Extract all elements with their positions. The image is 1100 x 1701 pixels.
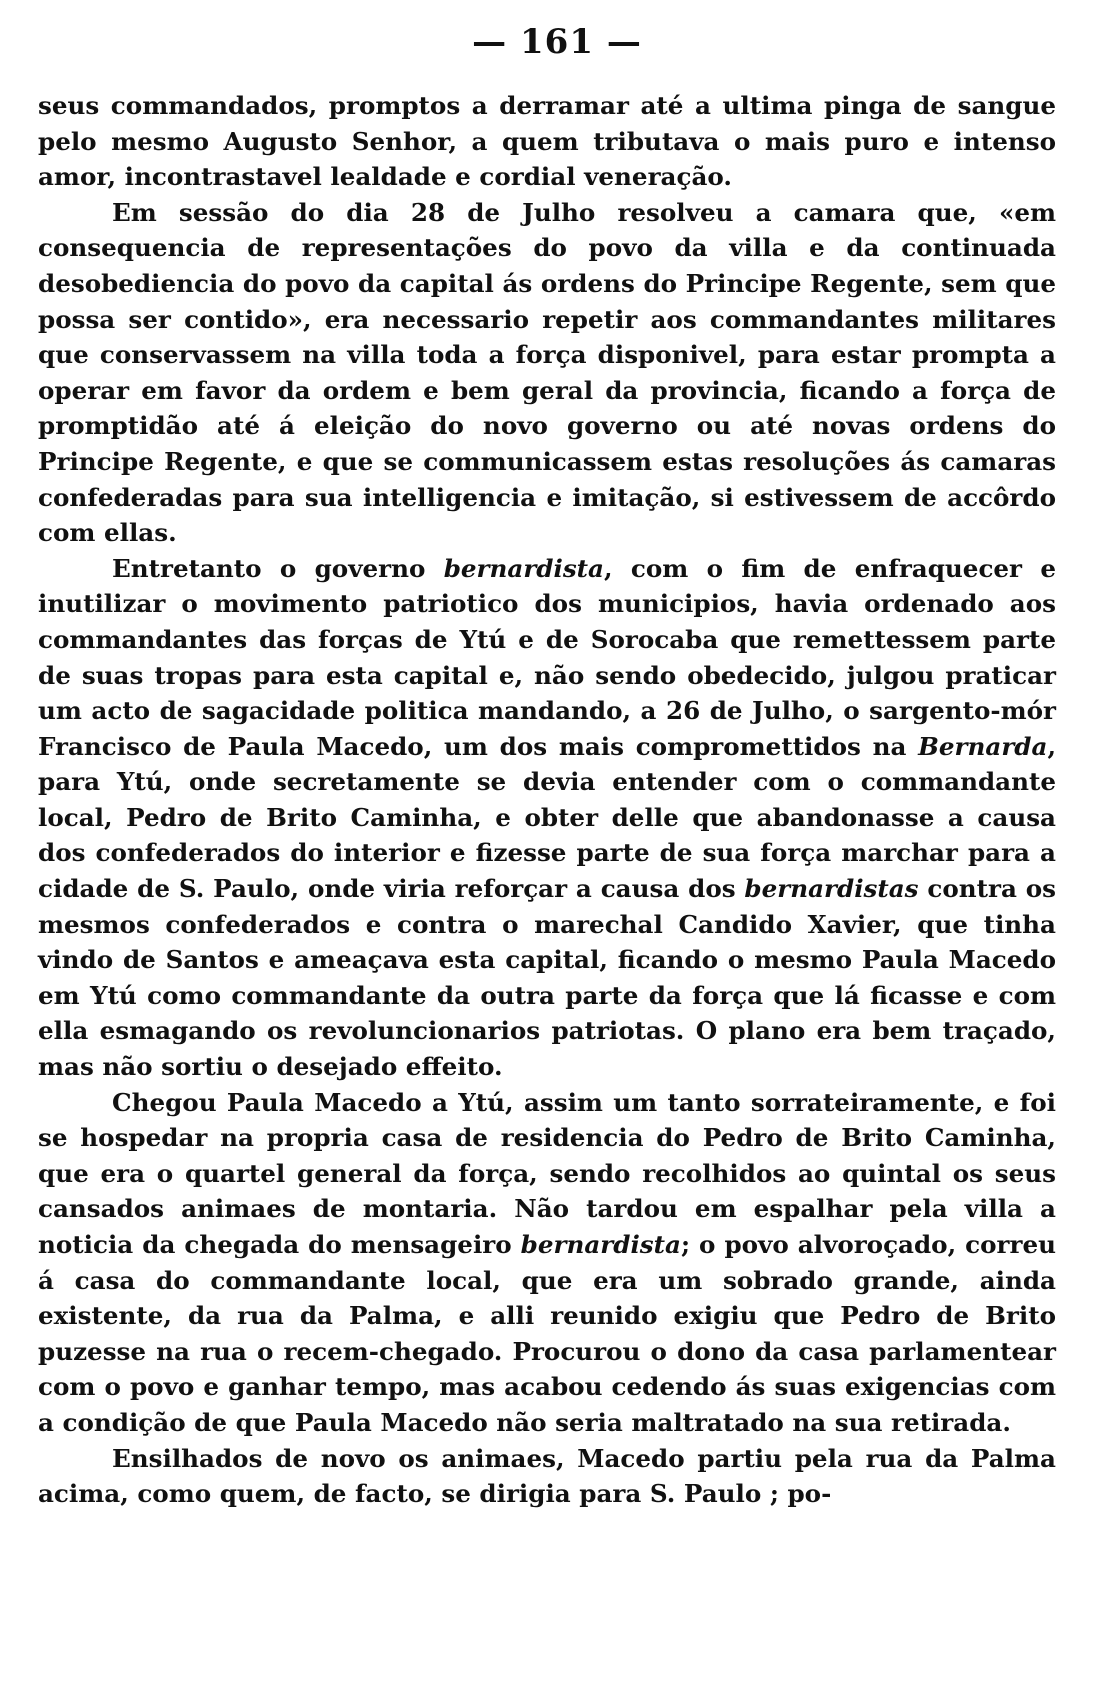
italic-term: bernardista	[520, 1230, 681, 1259]
paragraph-2	[38, 195, 1056, 551]
page-number: — 161 —	[472, 22, 642, 62]
body-text	[38, 88, 1056, 1512]
paragraph-1	[38, 88, 1056, 195]
text-segment: contra os mesmos confederados e contra o marechal Candido Xavier, que tinha vindo de Santos e ameaçava esta capital, ficando o mesmo Paula Macedo em Ytú como commandante da outra parte da força que lá ficasse e com ella esmagando os revoluncionarios patriotas. O plano era bem traçado, mas não sortiu o desejado effeito.	[38, 874, 1056, 1082]
text-segment: Ensilhados de novo os animaes, Macedo partiu pela rua da Palma acima, como quem, de facto, se dirigia para S. Paulo ; po-	[38, 1443, 1056, 1509]
paragraph-3	[38, 551, 1056, 1085]
paragraph-4	[38, 1085, 1056, 1441]
text-segment: Chegou Paula Macedo a Ytú, assim um tanto sorrateiramente, e foi se hospedar na propria casa de residencia do Pedro de Brito Caminha, que era o quartel general da força, sendo recolhidos ao quintal os seus cansados animaes de montaria. Não tardou em espalhar pela villa a noticia da chegada do mensageiro	[38, 1087, 1056, 1259]
text-segment: Em sessão do dia 28 de Julho resolveu a camara que, «em consequencia de representações do povo da villa e da continuada desobediencia do povo da capital ás ordens do Principe Regente, sem que possa ser contido», era necessario repetir aos commandantes militares que conservassem na villa toda a força disponivel, para estar prompta a operar em favor da ordem e bem geral da provincia, ficando a força de promptidão até á eleição do novo governo ou até novas ordens do Principe Regente, e que se communicassem estas resoluções ás camaras confederadas para sua intelligencia e imitação, si estivessem de accôrdo com ellas.	[38, 197, 1056, 548]
italic-term: bernardistas	[744, 874, 919, 904]
text-segment: seus commandados, promptos a derramar até a ultima pinga de sangue pelo mesmo Augusto Senhor, a quem tributava o mais puro e intenso amor, incontrastavel lealdade e cordial veneração.	[38, 91, 1056, 192]
text-segment: ; o povo alvoroçado, correu á casa do commandante local, que era um sobrado grande, ainda existente, da rua da Palma, e alli reunido exigiu que Pedro de Brito puzesse na rua o recem-chegado. Procurou o dono da casa parlamentear com o povo e ganhar tempo, mas acabou cedendo ás suas exigencias com a condição de que Paula Macedo não seria maltratado na sua retirada.	[38, 1230, 1056, 1437]
paragraph-5	[38, 1441, 1056, 1512]
text-segment: Entretanto o governo	[112, 553, 444, 583]
italic-term: Bernarda	[918, 731, 1048, 761]
text-segment: , para Ytú, onde secretamente se devia entender com o commandante local, Pedro de Brito Caminha, e obter delle que abandonasse a causa dos confederados do interior e fizesse parte de sua força marchar para a cidade de S. Paulo, onde viria reforçar a causa dos	[38, 731, 1056, 904]
text-segment: , com o fim de enfraquecer e inutilizar o movimento patriotico dos municipios, havia ordenado aos commandantes das forças de Ytú e de Sorocaba que remettessem parte de suas tropas para esta capital e, não sendo obedecido, julgou praticar um acto de sagacidade politica mandando, a 26 de Julho, o sargento-mór Francisco de Paula Macedo, um dos mais compromettidos na	[38, 553, 1056, 761]
italic-term: bernardista	[443, 553, 604, 583]
